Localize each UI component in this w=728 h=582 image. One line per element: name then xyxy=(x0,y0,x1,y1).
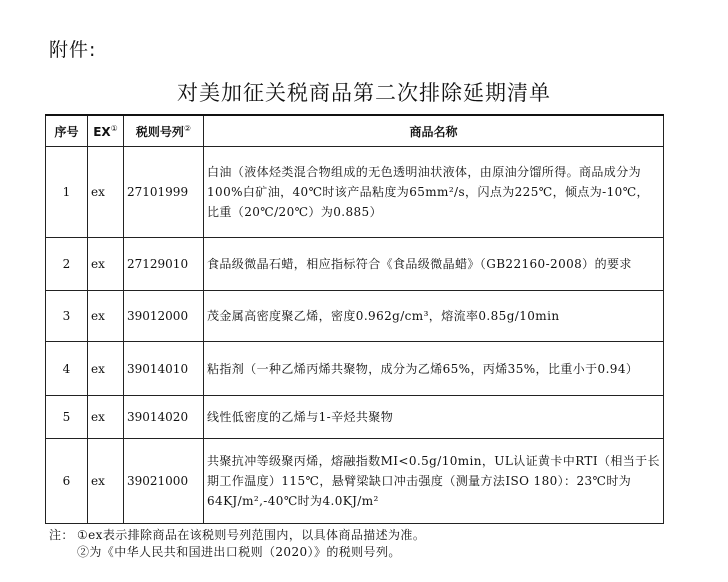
attachment-label: 附件: xyxy=(49,39,97,61)
row-product-name: 白油（液体烃类混合物组成的无色透明油状液体，由原油分馏所得。商品成分为100%白矿油，40℃时该产品粘度为65mm²/s，闪点为225℃，倾点为-10℃，比重（20℃/20℃）为0.885） xyxy=(204,147,664,238)
row-ex: ex xyxy=(88,238,124,291)
row-ex: ex xyxy=(88,396,124,439)
table-header-row xyxy=(46,115,664,147)
footnotes xyxy=(49,527,425,561)
table-row xyxy=(46,342,664,396)
row-no: 3 xyxy=(46,291,88,342)
row-no: 2 xyxy=(46,238,88,291)
footnote-2 xyxy=(49,544,425,561)
row-ex: ex xyxy=(88,147,124,238)
row-no: 1 xyxy=(46,147,88,238)
column-header-ex: EX① xyxy=(88,115,124,147)
table-row xyxy=(46,439,664,524)
table-row xyxy=(46,147,664,238)
row-no: 5 xyxy=(46,396,88,439)
footnote-prefix: 注： xyxy=(49,528,74,542)
row-tariff-code: 39021000 xyxy=(124,439,204,524)
row-tariff-code: 39014020 xyxy=(124,396,204,439)
row-no: 6 xyxy=(46,439,88,524)
row-no: 4 xyxy=(46,342,88,396)
row-product-name: 共聚抗冲等级聚丙烯，熔融指数MI<0.5g/10min，UL认证黄卡中RTI（相当于长期工作温度）115℃，悬臂梁缺口冲击强度（测量方法ISO 180）：23℃时为64KJ/m²,-40℃时为4.0KJ/m² xyxy=(204,439,664,524)
document-title: 对美加征关税商品第二次排除延期清单 xyxy=(177,81,551,105)
row-ex: ex xyxy=(88,342,124,396)
row-tariff-code: 27129010 xyxy=(124,238,204,291)
table-row xyxy=(46,291,664,342)
footnote-mark-2: ② xyxy=(183,123,192,133)
column-header-name: 商品名称 xyxy=(204,115,664,147)
footnote-1-text: ①ex表示排除商品在该税则号列范围内，以具体商品描述为准。 xyxy=(77,528,426,542)
row-product-name: 粘指剂（一种乙烯丙烯共聚物，成分为乙烯65%，丙烯35%，比重小于0.94） xyxy=(204,342,664,396)
row-product-name: 食品级微晶石蜡，相应指标符合《食品级微晶蜡》（GB22160-2008）的要求 xyxy=(204,238,664,291)
row-ex: ex xyxy=(88,439,124,524)
row-ex: ex xyxy=(88,291,124,342)
column-header-code: 税则号列② xyxy=(124,115,204,147)
footnote-1 xyxy=(49,527,425,544)
row-tariff-code: 39012000 xyxy=(124,291,204,342)
row-tariff-code: 27101999 xyxy=(124,147,204,238)
row-product-name: 茂金属高密度聚乙烯，密度0.962g/cm³，熔流率0.85g/10min xyxy=(204,291,664,342)
footnote-mark-1: ① xyxy=(110,123,118,133)
column-header-no: 序号 xyxy=(46,115,88,147)
footnote-2-text: ②为《中华人民共和国进出口税则（2020）》的税则号列。 xyxy=(77,545,401,559)
row-product-name: 线性低密度的乙烯与1-辛烃共聚物 xyxy=(204,396,664,439)
row-tariff-code: 39014010 xyxy=(124,342,204,396)
table-row xyxy=(46,396,664,439)
table-row xyxy=(46,238,664,291)
exclusion-list-table xyxy=(45,114,664,524)
